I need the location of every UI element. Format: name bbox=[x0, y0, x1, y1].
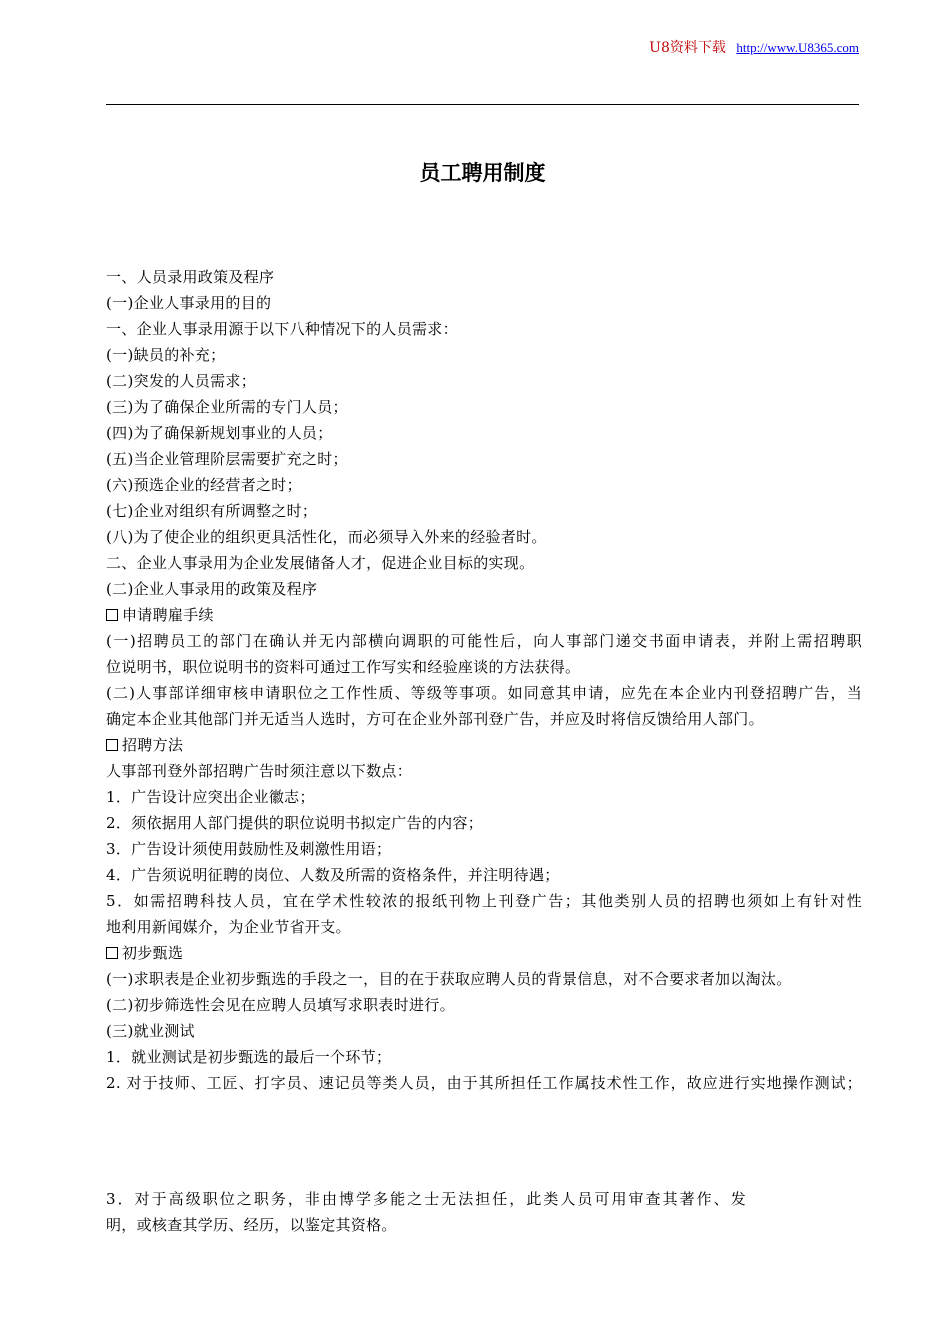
paragraph-line bbox=[106, 368, 862, 394]
site-url-link[interactable]: http://www.U8365.com bbox=[736, 40, 859, 55]
page-header bbox=[649, 37, 859, 57]
paragraph-line bbox=[106, 914, 862, 940]
line-text: (二)企业人事录用的政策及程序 bbox=[106, 580, 318, 598]
paragraph-line bbox=[106, 836, 862, 862]
line-text: 初步甄选 bbox=[122, 944, 184, 962]
line-text: (五)当企业管理阶层需要扩充之时； bbox=[106, 450, 348, 468]
paragraph-line bbox=[106, 862, 862, 888]
line-text: 4．广告须说明征聘的岗位、人数及所需的资格条件，并注明待遇； bbox=[106, 866, 560, 884]
line-text: 3．广告设计须使用鼓励性及刺激性用语； bbox=[106, 840, 392, 858]
line-text: 人事部刊登外部招聘广告时须注意以下数点： bbox=[106, 762, 413, 780]
line-text: 2．须依据用人部门提供的职位说明书拟定广告的内容； bbox=[106, 814, 484, 832]
line-text: (一)缺员的补充； bbox=[106, 346, 226, 364]
line-text: (二)人事部详细审核申请职位之工作性质、等级等事项。如同意其申请，应先在本企业内刊登招聘广告，当 bbox=[106, 684, 862, 702]
paragraph-line bbox=[106, 1070, 862, 1096]
paragraph-line bbox=[106, 498, 862, 524]
document-body bbox=[106, 264, 862, 1096]
line-text: (八)为了使企业的组织更具活性化，而必须导入外来的经验者时。 bbox=[106, 528, 547, 546]
paragraph-line bbox=[106, 264, 862, 290]
paragraph-line bbox=[106, 316, 862, 342]
paragraph-line bbox=[106, 420, 862, 446]
paragraph-line bbox=[106, 1044, 862, 1070]
line-text: 一、企业人事录用源于以下八种情况下的人员需求： bbox=[106, 320, 458, 338]
line-text: (一)招聘员工的部门在确认并无内部横向调职的可能性后，向人事部门递交书面申请表，并附上需招聘职 bbox=[106, 632, 862, 650]
paragraph-line bbox=[106, 784, 862, 810]
line-text: 二、企业人事录用为企业发展储备人才，促进企业目标的实现。 bbox=[106, 554, 535, 572]
line-text: (二)突发的人员需求； bbox=[106, 372, 257, 390]
line-text: 3．对于高级职位之职务，非由博学多能之士无法担任，此类人员可用审查其著作、发 bbox=[106, 1190, 746, 1208]
paragraph-line bbox=[106, 1018, 862, 1044]
paragraph-line bbox=[106, 472, 862, 498]
paragraph-line bbox=[106, 628, 862, 654]
paragraph-line bbox=[106, 576, 862, 602]
paragraph-line bbox=[106, 680, 862, 706]
line-text: (七)企业对组织有所调整之时； bbox=[106, 502, 318, 520]
line-text: (二)初步筛选性会见在应聘人员填写求职表时进行。 bbox=[106, 996, 455, 1014]
line-text: (四)为了确保新规划事业的人员； bbox=[106, 424, 333, 442]
line-text: (一)求职表是企业初步甄选的手段之一，目的在于获取应聘人员的背景信息，对不合要求者加以淘汰。 bbox=[106, 970, 792, 988]
line-text: 确定本企业其他部门并无适当人选时，方可在企业外部刊登广告，并应及时将信反馈给用人部门。 bbox=[106, 710, 764, 728]
line-text: (三)就业测试 bbox=[106, 1022, 195, 1040]
paragraph-line bbox=[106, 810, 862, 836]
paragraph-line bbox=[106, 290, 862, 316]
paragraph-line bbox=[106, 446, 862, 472]
line-text: 5．如需招聘科技人员，宜在学术性较浓的报纸刊物上刊登广告；其他类别人员的招聘也须如上有针对性 bbox=[106, 892, 862, 910]
paragraph-line bbox=[106, 1186, 746, 1212]
paragraph-line bbox=[106, 654, 862, 680]
paragraph-line bbox=[106, 992, 862, 1018]
checkbox-bullet-icon bbox=[106, 947, 118, 959]
paragraph-line bbox=[106, 888, 862, 914]
line-text: 一、人员录用政策及程序 bbox=[106, 268, 275, 286]
line-text: 2. 对于技师、工匠、打字员、速记员等类人员，由于其所担任工作属技术性工作，故应进行实地操作测试； bbox=[106, 1074, 862, 1092]
line-text: 申请聘雇手续 bbox=[122, 606, 214, 624]
paragraph-line bbox=[106, 758, 862, 784]
paragraph-line bbox=[106, 1212, 746, 1238]
paragraph-line bbox=[106, 550, 862, 576]
header-rule bbox=[106, 104, 859, 105]
paragraph-line bbox=[106, 602, 862, 628]
line-text: 明，或核查其学历、经历，以鉴定其资格。 bbox=[106, 1216, 397, 1234]
paragraph-line bbox=[106, 966, 862, 992]
line-text: 1．广告设计应突出企业徽志； bbox=[106, 788, 315, 806]
checkbox-bullet-icon bbox=[106, 609, 118, 621]
paragraph-line bbox=[106, 940, 862, 966]
checkbox-bullet-icon bbox=[106, 739, 118, 751]
line-text: (六)预选企业的经营者之时； bbox=[106, 476, 302, 494]
paragraph-line bbox=[106, 342, 862, 368]
paragraph-line bbox=[106, 524, 862, 550]
line-text: 招聘方法 bbox=[122, 736, 184, 754]
document-title: 员工聘用制度 bbox=[419, 161, 546, 185]
document-body-continued bbox=[106, 1186, 746, 1238]
paragraph-line bbox=[106, 706, 862, 732]
paragraph-line bbox=[106, 394, 862, 420]
site-name: U8资料下载 bbox=[649, 40, 726, 56]
paragraph-line bbox=[106, 732, 862, 758]
line-text: 地利用新闻媒介，为企业节省开支。 bbox=[106, 918, 351, 936]
line-text: 1．就业测试是初步甄选的最后一个环节； bbox=[106, 1048, 392, 1066]
line-text: 位说明书，职位说明书的资料可通过工作写实和经验座谈的方法获得。 bbox=[106, 658, 581, 676]
line-text: (一)企业人事录用的目的 bbox=[106, 294, 272, 312]
line-text: (三)为了确保企业所需的专门人员； bbox=[106, 398, 348, 416]
